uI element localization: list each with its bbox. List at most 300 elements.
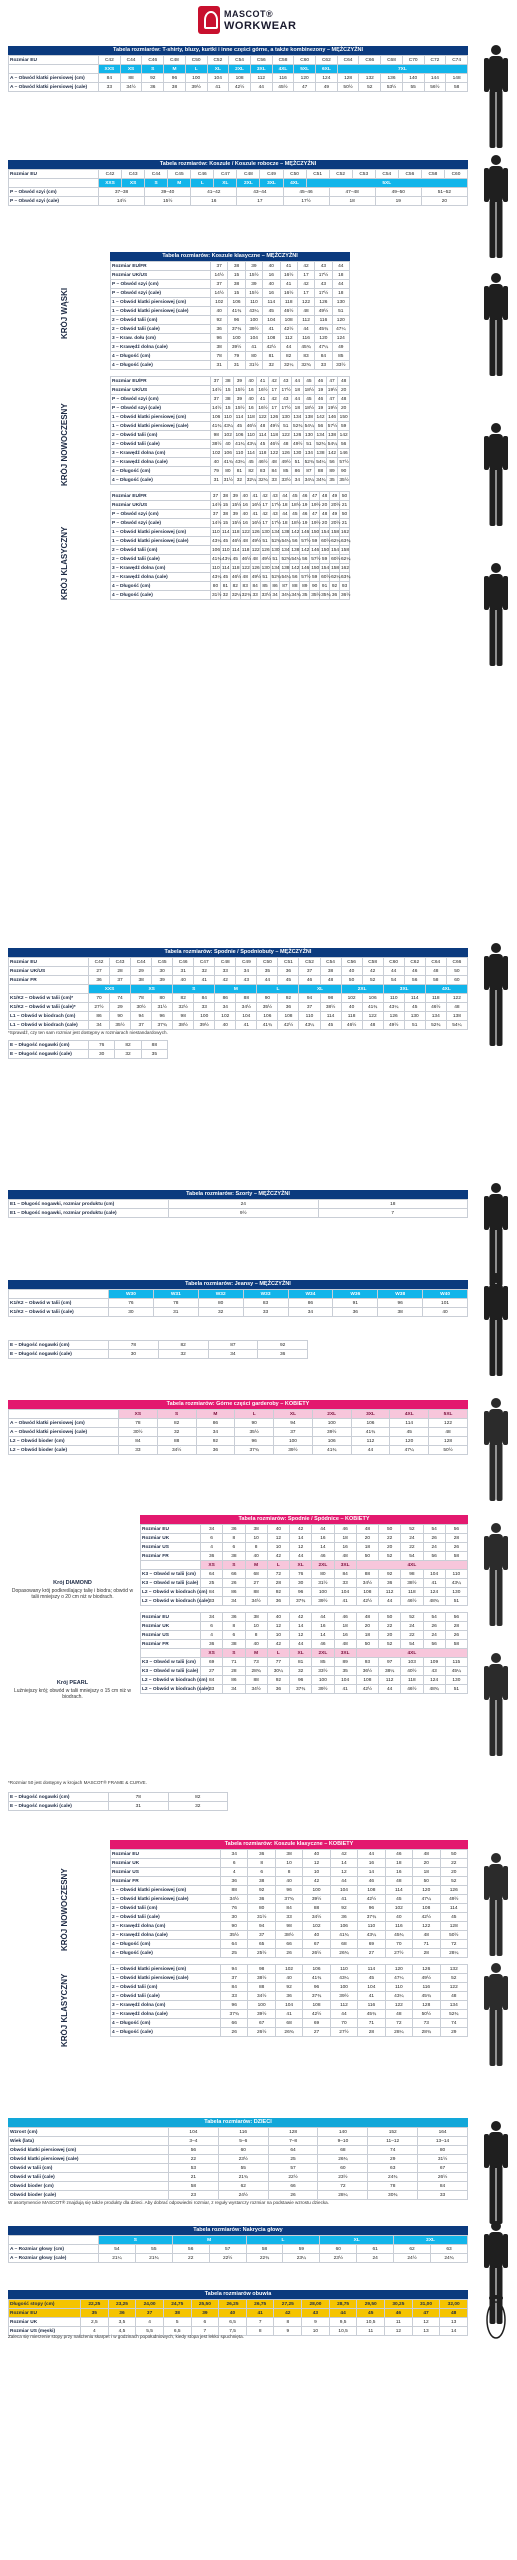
table-cell: 122 bbox=[385, 2001, 412, 2010]
table-cell: 98 bbox=[248, 1965, 275, 1974]
table-cell: 110 bbox=[221, 547, 230, 553]
table-cell: 17 bbox=[260, 519, 270, 528]
table-cell: 35¾ bbox=[321, 592, 331, 598]
row-label: P – Obwód szyi (cale) bbox=[111, 404, 211, 413]
table-cell: 70 bbox=[385, 1940, 412, 1949]
table-cell: 40 bbox=[245, 1552, 267, 1561]
table-cell: 60½ bbox=[331, 556, 341, 562]
table-row bbox=[111, 519, 350, 528]
table-cell: 41 bbox=[334, 1685, 356, 1694]
table-cell: 84 bbox=[334, 1570, 356, 1579]
table-row bbox=[111, 395, 350, 404]
table-cell: 138 bbox=[316, 450, 325, 456]
row-label: 2 – Obwód talii (cm) bbox=[111, 431, 211, 440]
table-cell: 136 bbox=[381, 74, 403, 83]
table-cell: 45 bbox=[404, 1003, 425, 1012]
table-cell: 120 bbox=[294, 74, 316, 83]
table-cell: 28 bbox=[445, 1534, 467, 1543]
table-cell: 45 bbox=[234, 422, 246, 431]
table-cell: 8 bbox=[245, 1631, 267, 1640]
table-cell: 45–46 bbox=[283, 188, 329, 197]
table-cell: 41 bbox=[280, 262, 297, 271]
table-cell: 41¾ bbox=[312, 1446, 351, 1455]
table-cell: 96 bbox=[290, 1588, 312, 1597]
table-cell: 118 bbox=[270, 432, 278, 438]
row-label: E – Długość nogawki (cale) bbox=[9, 1350, 109, 1359]
table-cell: 41 bbox=[358, 1992, 385, 2001]
table-cell: 32 bbox=[194, 967, 215, 976]
table-cell: 106 bbox=[351, 1419, 390, 1428]
table-cell: 17 bbox=[268, 386, 280, 395]
table-cell: 84 bbox=[194, 994, 215, 1003]
row-label: 1 – Obwód klatki piersiowej (cm) bbox=[111, 1965, 221, 1974]
table-cell: C51 bbox=[306, 170, 329, 179]
table-cell: 32,00 bbox=[440, 2300, 468, 2309]
row-label: Rozmiar EU bbox=[9, 56, 99, 65]
table-cell: 89 bbox=[300, 582, 310, 591]
table-cell: 42 bbox=[297, 280, 314, 289]
table-cell: 56 bbox=[326, 458, 338, 467]
row-label: L1 – Obwód w biodrach (cm) bbox=[9, 1012, 89, 1021]
table-cell: 112 bbox=[280, 334, 297, 343]
table-cell: 79 bbox=[228, 352, 245, 361]
table-cell: 8 bbox=[274, 2318, 302, 2327]
table-cell: 134 bbox=[316, 432, 325, 438]
table-row bbox=[9, 1050, 168, 1059]
table-row bbox=[9, 2254, 468, 2263]
table-cell: 34 bbox=[201, 1613, 223, 1622]
section-title: Tabela rozmiarów: Górne części garderoby – KOBIETY bbox=[8, 1400, 468, 1409]
table-row bbox=[141, 1534, 468, 1543]
table-cell: 39½ bbox=[248, 2010, 275, 2019]
table-cell: 20 bbox=[356, 1534, 378, 1543]
table-cell: 103 bbox=[401, 1658, 423, 1667]
table-cell: 42 bbox=[330, 1850, 357, 1859]
table-cell: 90 bbox=[221, 1922, 248, 1931]
table-cell: 42 bbox=[268, 377, 280, 386]
table-cell: 52¾ bbox=[440, 2010, 468, 2019]
table-cell: 17½ bbox=[315, 289, 332, 298]
table-row bbox=[9, 985, 468, 994]
table-cell: 63¾ bbox=[340, 574, 351, 580]
table-cell: 43¼ bbox=[299, 1021, 320, 1030]
table-cell: 47¼ bbox=[332, 325, 349, 334]
table-cell: 51 bbox=[270, 555, 280, 564]
row-label: A – Obwód klatki piersiowej (cm) bbox=[9, 74, 99, 83]
table-cell: 86 bbox=[89, 1012, 110, 1021]
table-row bbox=[111, 386, 350, 395]
table-cell: 38½ bbox=[248, 1974, 275, 1983]
table-cell: 35½ bbox=[339, 477, 349, 483]
table-cell: 15 bbox=[228, 289, 245, 298]
table-cell: 110 bbox=[212, 529, 220, 535]
table-cell: 41 bbox=[275, 2010, 302, 2019]
table-cell: XS bbox=[201, 1561, 223, 1570]
table-cell: XS bbox=[201, 1649, 223, 1658]
table-cell: 45 bbox=[358, 1974, 385, 1983]
table-cell: 45¾ bbox=[297, 343, 314, 352]
table-cell: 84 bbox=[119, 1437, 158, 1446]
row-label: P – Obwód szyi (cale) bbox=[9, 197, 99, 206]
table-cell: 43¼ bbox=[445, 1579, 467, 1588]
table-cell: 35½ bbox=[221, 1931, 248, 1940]
table-cell: 2,5 bbox=[81, 2318, 109, 2327]
table-cell: 16 bbox=[263, 271, 280, 280]
table-cell: 37¾ bbox=[290, 1685, 312, 1694]
table-cell: 118 bbox=[241, 547, 250, 553]
row-label: Rozmiar FR bbox=[9, 976, 89, 985]
table-cell: 102 bbox=[223, 432, 232, 438]
table-cell: 44 bbox=[358, 1850, 385, 1859]
table-cell: 78 bbox=[119, 1419, 158, 1428]
table-cell: 96 bbox=[221, 2001, 248, 2010]
table-row bbox=[111, 1859, 468, 1868]
table-cell: 46½ bbox=[401, 1685, 423, 1694]
table-cell: 21 bbox=[339, 519, 349, 528]
table-row bbox=[111, 1904, 468, 1913]
t8-diamond-table bbox=[140, 1524, 468, 1606]
table-cell: 4XL bbox=[356, 1649, 467, 1658]
table-cell: 34 bbox=[89, 1021, 110, 1030]
row-label: K1/K2 – Obwód w talii (cale) bbox=[9, 1308, 109, 1317]
table-cell: 76 bbox=[89, 1041, 115, 1050]
table-cell: 37 bbox=[299, 1003, 320, 1012]
table-cell: 8 bbox=[223, 1534, 245, 1543]
table-cell: 26,25 bbox=[219, 2300, 247, 2309]
table-cell: 43¼ bbox=[330, 1974, 357, 1983]
table-cell: 41 bbox=[236, 1021, 257, 1030]
table-cell: 14½ bbox=[212, 405, 222, 411]
row-label: P – Obwód szyi (cm) bbox=[111, 280, 211, 289]
table-cell: 23½ bbox=[320, 2254, 357, 2263]
t9-classic-table bbox=[110, 1964, 468, 2037]
table-cell: 38 bbox=[222, 377, 234, 386]
row-label: Rozmiar UK bbox=[141, 1534, 201, 1543]
table-cell: 91 bbox=[320, 582, 330, 591]
table-cell: 43¼ bbox=[221, 556, 232, 562]
table-cell: 9 bbox=[302, 2318, 330, 2327]
table-cell: 110 bbox=[330, 1965, 357, 1974]
table-row bbox=[141, 1622, 468, 1631]
table-cell: L bbox=[235, 1410, 274, 1419]
t3-modern-table bbox=[110, 376, 350, 485]
table-cell: 102 bbox=[385, 1904, 412, 1913]
table-cell: 45 bbox=[290, 510, 300, 519]
table-cell: 49 bbox=[316, 83, 338, 92]
table-row bbox=[111, 343, 350, 352]
table-cell: 154 bbox=[321, 565, 330, 571]
table-cell: 12 bbox=[267, 1534, 289, 1543]
table-cell: C49 bbox=[236, 958, 257, 967]
table-cell: 38 bbox=[228, 262, 245, 271]
table-cell: 46½ bbox=[269, 441, 280, 447]
table-cell: S bbox=[223, 1561, 245, 1570]
table-cell: 18 bbox=[332, 289, 349, 298]
table-cell: 48 bbox=[320, 510, 330, 519]
table-cell: 42 bbox=[274, 2309, 302, 2318]
table-cell: 82 bbox=[173, 994, 194, 1003]
table-cell: 6XL bbox=[316, 65, 338, 74]
table-row bbox=[9, 1437, 468, 1446]
table-cell: 36 bbox=[330, 1913, 357, 1922]
table-cell: 57 bbox=[209, 2245, 246, 2254]
row-label: K1/K2 – Obwód w talii (cm)* bbox=[9, 994, 89, 1003]
table-cell: 130 bbox=[404, 1012, 425, 1021]
table-cell: 150 bbox=[321, 547, 330, 553]
table-row bbox=[111, 440, 350, 449]
table-cell: 41¾ bbox=[235, 441, 245, 447]
table-cell: 110 bbox=[247, 432, 255, 438]
row-label: 2 – Obwód talii (cm) bbox=[111, 1904, 221, 1913]
table-row bbox=[9, 74, 468, 83]
table-cell: 32 bbox=[158, 1350, 208, 1359]
table-cell: 80 bbox=[198, 1299, 243, 1308]
table-cell: 43¼ bbox=[235, 459, 245, 465]
table-cell: 48 bbox=[240, 537, 250, 546]
table-cell: 90 bbox=[257, 994, 278, 1003]
table-cell: 100 bbox=[248, 2001, 275, 2010]
table-cell: C74 bbox=[446, 56, 468, 65]
table-cell: 122 bbox=[440, 1983, 468, 1992]
table-cell: 15 bbox=[222, 404, 234, 413]
table-cell: 27½ bbox=[385, 1949, 412, 1958]
table-row bbox=[111, 2001, 468, 2010]
table-cell: C72 bbox=[424, 56, 446, 65]
table-cell: S bbox=[223, 1649, 245, 1658]
table-row bbox=[9, 65, 468, 74]
table-cell: 21¼ bbox=[99, 2254, 136, 2263]
table-cell: 48 bbox=[425, 967, 446, 976]
table-cell: 102 bbox=[303, 1922, 330, 1931]
table-cell: 45 bbox=[320, 1021, 341, 1030]
table-cell: 77 bbox=[267, 1658, 289, 1667]
table-cell: 90 bbox=[310, 582, 320, 591]
table-cell: 96 bbox=[211, 334, 228, 343]
table-row bbox=[141, 1640, 468, 1649]
table-cell: 104 bbox=[169, 2128, 219, 2137]
table-cell: 15½ bbox=[245, 289, 262, 298]
table-row bbox=[9, 1793, 228, 1802]
table-cell: 3XL bbox=[334, 1561, 356, 1570]
table-cell: 130 bbox=[271, 547, 280, 553]
table-cell: 7 bbox=[191, 2327, 219, 2336]
table-cell: 142 bbox=[339, 432, 348, 438]
table-cell: 26 bbox=[268, 2191, 318, 2200]
table-cell: 82 bbox=[115, 1041, 141, 1050]
table-cell: 7–8 bbox=[268, 2137, 318, 2146]
table-cell: 52¾ bbox=[304, 459, 314, 465]
table-row bbox=[111, 422, 350, 431]
table-cell: 18 bbox=[280, 501, 290, 510]
table-cell: 46½ bbox=[341, 1021, 362, 1030]
table-cell: 100 bbox=[312, 1419, 351, 1428]
table-cell: 67 bbox=[303, 1940, 330, 1949]
table-cell: 36 bbox=[223, 1525, 245, 1534]
table-cell: 72 bbox=[440, 1940, 468, 1949]
table-cell: 45¼ bbox=[445, 1667, 467, 1676]
table-cell: 11–12 bbox=[368, 2137, 418, 2146]
table-cell: 41 bbox=[245, 343, 262, 352]
table-cell: 36 bbox=[267, 1685, 289, 1694]
fit-desc-text: Dopasowany krój podkreślający talię i biodra; obwód w talii mniejszy o 20 cm niż w biodrach. bbox=[11, 1588, 134, 1600]
table-cell: 132 bbox=[440, 1965, 468, 1974]
table-cell: 33 bbox=[221, 1992, 248, 2001]
table-cell: 2XL bbox=[394, 2236, 468, 2245]
table-cell: 72 bbox=[385, 2019, 412, 2028]
table-cell: 22 bbox=[401, 1543, 423, 1552]
table-row bbox=[9, 1410, 468, 1419]
table-cell: 7 bbox=[246, 2318, 274, 2327]
table-cell: 49½ bbox=[293, 441, 303, 447]
table-cell: 10 bbox=[267, 1631, 289, 1640]
table-cell: 16 bbox=[312, 1622, 334, 1631]
table-cell: 78 bbox=[131, 994, 152, 1003]
table-cell: 67 bbox=[248, 2019, 275, 2028]
table-cell: 102 bbox=[341, 994, 362, 1003]
table-cell: 56 bbox=[404, 976, 425, 985]
t8-section bbox=[140, 1515, 468, 1694]
table-cell: 162 bbox=[340, 565, 349, 571]
table-cell: 88 bbox=[245, 1588, 267, 1597]
table-row bbox=[111, 582, 350, 591]
table-cell: 78 bbox=[109, 1793, 169, 1802]
table-cell: 44 bbox=[332, 262, 349, 271]
table-cell: 114 bbox=[358, 1965, 385, 1974]
table-cell: 96 bbox=[164, 74, 186, 83]
t3-section bbox=[110, 252, 350, 600]
table-cell: 48 bbox=[297, 307, 314, 316]
table-cell: 50½ bbox=[337, 83, 359, 92]
table-cell: 17 bbox=[297, 289, 314, 298]
table-row bbox=[111, 1895, 468, 1904]
table-cell: 62¼ bbox=[340, 556, 351, 562]
table-cell: 39 bbox=[152, 976, 173, 985]
table-cell: 80 bbox=[248, 1904, 275, 1913]
table-cell: 41¾ bbox=[257, 1021, 278, 1030]
table-cell: C48 bbox=[237, 170, 260, 179]
female-model-figure bbox=[481, 1960, 511, 2070]
table-cell: 19 bbox=[300, 519, 310, 528]
row-label: Wiek (lata) bbox=[9, 2137, 169, 2146]
table-cell: C44 bbox=[131, 958, 152, 967]
row-label: 1 – Obwód klatki piersiowej (cm) bbox=[111, 298, 211, 307]
row-label: A – Obwód klatki piersiowej (cale) bbox=[9, 83, 99, 92]
table-cell: 37¾ bbox=[221, 2010, 248, 2019]
table-cell: 26 bbox=[223, 1579, 245, 1588]
fit-group-label: KRÓJ NOWOCZESNY bbox=[60, 403, 69, 487]
table-cell: 42 bbox=[297, 262, 314, 271]
table-cell: 37 bbox=[110, 976, 131, 985]
table-cell: 36½ bbox=[356, 1667, 378, 1676]
table-cell: 2XL bbox=[237, 179, 260, 188]
row-label: 3 – Krawędź dolna (cale) bbox=[111, 573, 211, 582]
table-row bbox=[111, 352, 350, 361]
table-cell: C52 bbox=[207, 56, 229, 65]
table-cell: 17½ bbox=[281, 387, 291, 393]
table-cell: XL bbox=[299, 985, 341, 994]
table-cell: 154 bbox=[331, 547, 340, 553]
table-cell: 106 bbox=[303, 1965, 330, 1974]
row-label: 3 – Krawędź dolna (cm) bbox=[111, 2001, 221, 2010]
table-cell: 106 bbox=[235, 432, 244, 438]
table-cell: 46 bbox=[404, 967, 425, 976]
table-row bbox=[141, 1543, 468, 1552]
table-cell: 130 bbox=[304, 432, 313, 438]
table-cell: 31½ bbox=[418, 2155, 468, 2164]
table-cell: 19½ bbox=[327, 405, 338, 411]
table-cell: 22½ bbox=[209, 2254, 246, 2263]
row-label: Rozmiar EU bbox=[111, 1850, 221, 1859]
table-cell: 84 bbox=[221, 1983, 248, 1992]
table-cell: 52 bbox=[401, 1613, 423, 1622]
table-cell: 8 bbox=[246, 2327, 274, 2336]
table-cell: 24¾ bbox=[431, 2254, 468, 2263]
table-cell: 8 bbox=[223, 1622, 245, 1631]
table-cell: 45¾ bbox=[385, 1931, 412, 1940]
table-cell: 48 bbox=[440, 1992, 468, 2001]
table-cell: 86 bbox=[288, 1299, 333, 1308]
table-cell: 21¾ bbox=[135, 2254, 172, 2263]
table-cell: 30¼ bbox=[267, 1667, 289, 1676]
table-cell: 28 bbox=[223, 1667, 245, 1676]
row-label: 3 – Krawędź dolna (cm) bbox=[111, 1922, 221, 1931]
table-cell: 83 bbox=[240, 582, 250, 591]
table-cell: C47 bbox=[194, 958, 215, 967]
table-cell: 36 bbox=[278, 1003, 299, 1012]
table-cell: 46 bbox=[385, 2309, 413, 2318]
table-cell: 26½ bbox=[303, 1949, 330, 1958]
table-cell: 134 bbox=[440, 2001, 468, 2010]
table-cell: 88 bbox=[245, 1676, 267, 1685]
table-cell: 48 bbox=[385, 1877, 412, 1886]
table-cell: 39 bbox=[230, 510, 240, 519]
table-cell: 52¾ bbox=[271, 574, 281, 580]
table-cell: 40 bbox=[303, 1931, 330, 1940]
table-cell: 32¼ bbox=[280, 361, 297, 370]
table-cell: 96 bbox=[378, 1299, 423, 1308]
table-cell: 42½ bbox=[356, 1597, 378, 1606]
row-label: Obwód w talii (cm) bbox=[9, 2164, 169, 2173]
row-label bbox=[141, 1561, 201, 1570]
table-cell: 39½ bbox=[312, 1597, 334, 1606]
table-cell: L bbox=[246, 2236, 320, 2245]
table-cell: 30 bbox=[290, 1579, 312, 1588]
table-cell: 19 bbox=[315, 386, 327, 395]
table-cell: 106 bbox=[257, 1012, 278, 1021]
t3-narrow-table bbox=[110, 261, 350, 370]
table-cell: 74 bbox=[440, 2019, 468, 2028]
table-cell: 24¾ bbox=[368, 2173, 418, 2182]
t1-table bbox=[8, 55, 468, 92]
table-cell: 43 bbox=[315, 280, 332, 289]
table-cell: 3XL bbox=[334, 1649, 356, 1658]
row-label: P – Obwód szyi (cm) bbox=[111, 510, 211, 519]
table-cell: 56 bbox=[300, 555, 310, 564]
table-cell: 88 bbox=[221, 1886, 248, 1895]
table-cell: 36 bbox=[211, 325, 228, 334]
table-cell: 49 bbox=[330, 492, 340, 501]
table-cell: 2XL bbox=[229, 65, 251, 74]
table-cell: 41¾ bbox=[351, 1428, 390, 1437]
table-cell: 40½ bbox=[401, 1667, 423, 1676]
table-cell: 11 bbox=[385, 2318, 413, 2327]
table-cell: 12 bbox=[290, 1631, 312, 1640]
table-cell: 16½ bbox=[258, 387, 268, 393]
table-cell: 46½ bbox=[231, 538, 242, 544]
table-cell: C54 bbox=[375, 170, 398, 179]
table-cell: 104 bbox=[207, 74, 229, 83]
table-cell: 38½ bbox=[173, 1021, 194, 1030]
